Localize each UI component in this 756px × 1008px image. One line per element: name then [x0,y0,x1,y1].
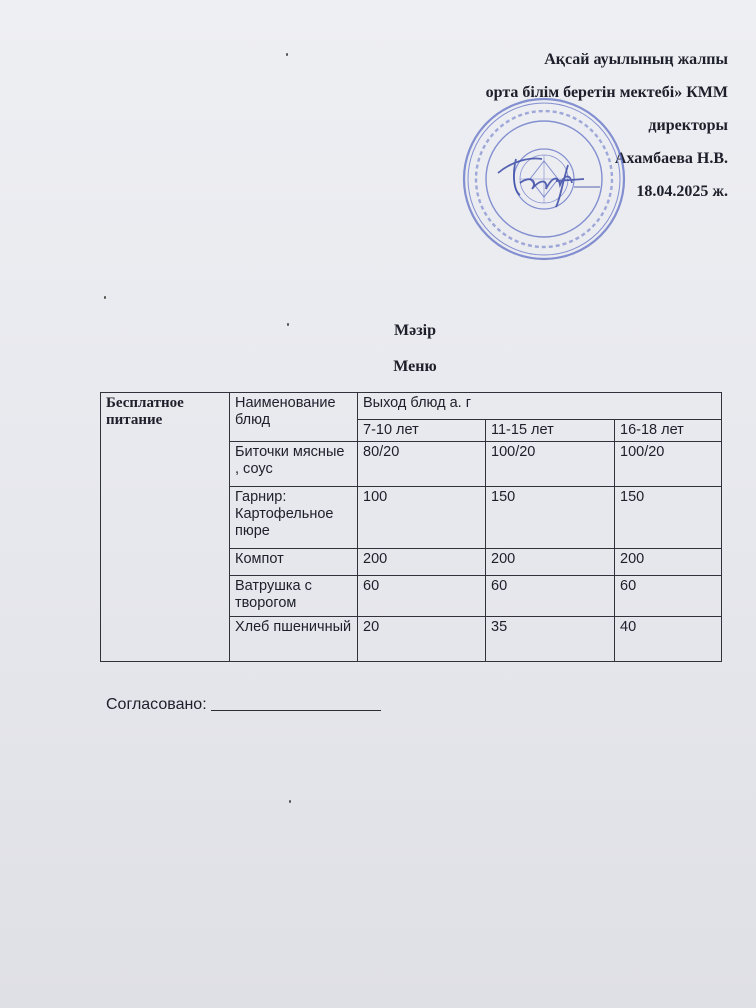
category-cell: Бесплатное питание [101,393,230,662]
dish-name: Компот [230,549,358,576]
menu-table [100,392,722,662]
school-seal-stamp [460,95,628,263]
title-kazakh: Мәзір [394,322,436,339]
dish-name-header: Наименование блюд [230,393,358,442]
dish-name: Хлеб пшеничный [230,617,358,662]
dish-name: Гарнир: Картофельное пюре [230,487,358,549]
portion-value: 35 [486,617,615,662]
portion-value: 150 [486,487,615,549]
paper-speck [286,53,288,56]
header-line-4: Ахамбаева Н.В. [614,150,728,167]
portion-value: 200 [358,549,486,576]
portion-value: 200 [486,549,615,576]
age-group-header: 11-15 лет [486,420,615,442]
portion-value: 150 [615,487,722,549]
agreed-line [106,694,381,714]
header-line-1: Ақсай ауылының жалпы [544,51,728,68]
output-header: Выход блюд а. г [358,393,722,420]
portion-value: 80/20 [358,442,486,487]
paper-speck [289,800,291,803]
title-russian: Меню [393,358,437,375]
portion-value: 40 [615,617,722,662]
portion-value: 60 [486,576,615,617]
portion-value: 20 [358,617,486,662]
paper-speck [287,323,289,326]
paper-speck [104,296,106,299]
dish-name: Ватрушка с творогом [230,576,358,617]
portion-value: 100/20 [486,442,615,487]
agreed-label: Согласовано: [106,696,207,713]
signature-blank [211,694,381,711]
header-line-3: директоры [648,117,728,134]
header-line-2: орта білім беретін мектебі» КММ [485,84,728,101]
signature-mark [498,159,600,207]
age-group-header: 7-10 лет [358,420,486,442]
portion-value: 60 [615,576,722,617]
age-group-header: 16-18 лет [615,420,722,442]
portion-value: 100 [358,487,486,549]
portion-value: 60 [358,576,486,617]
dish-name: Биточки мясные , соус [230,442,358,487]
header-line-5: 18.04.2025 ж. [636,183,728,200]
portion-value: 100/20 [615,442,722,487]
portion-value: 200 [615,549,722,576]
